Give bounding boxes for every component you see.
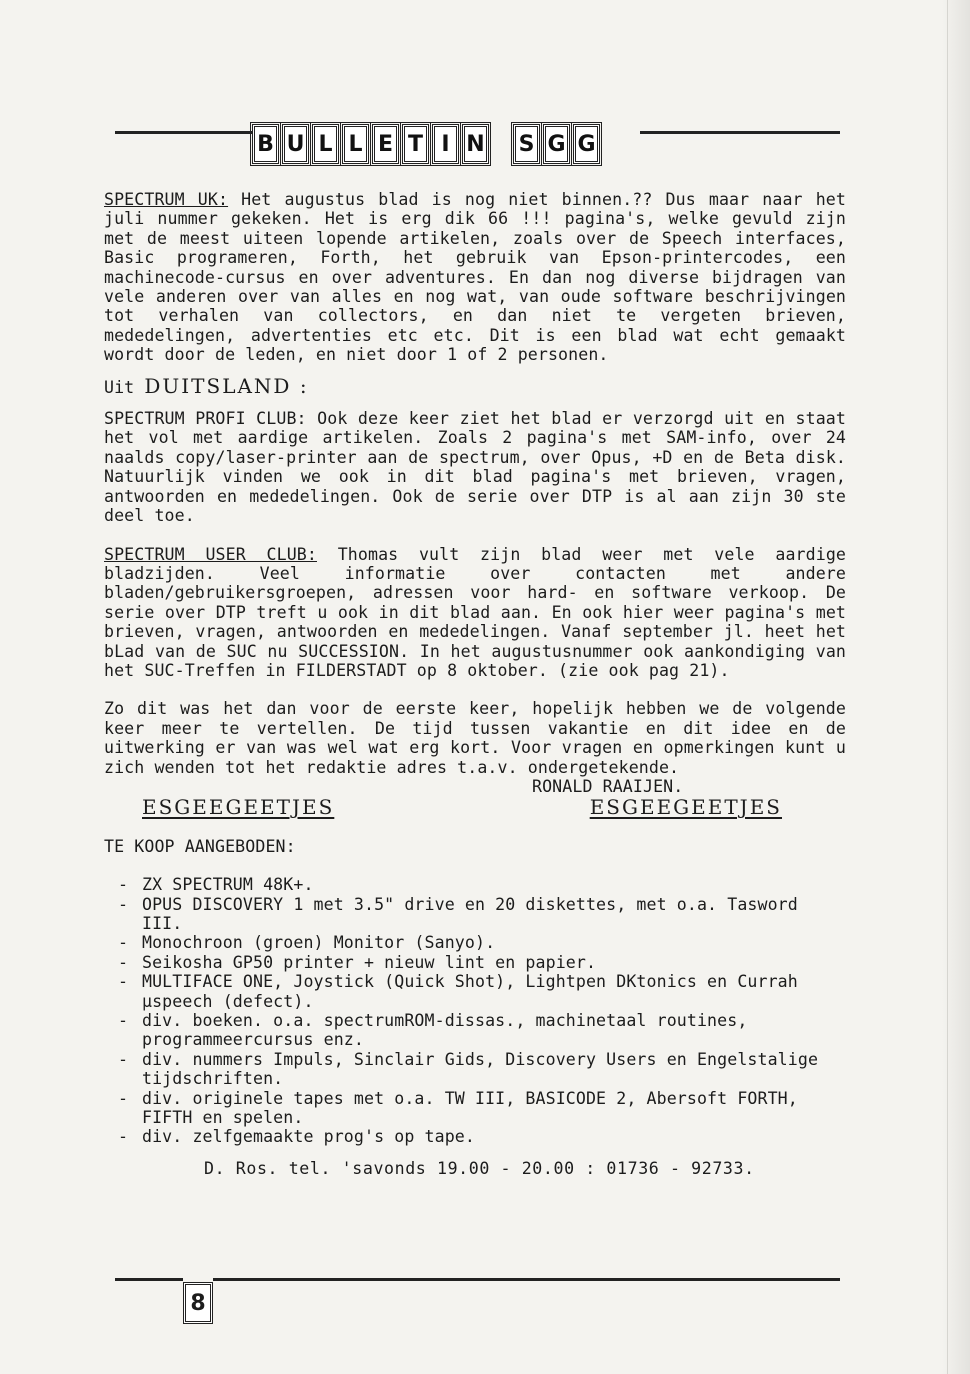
title-letter: N <box>462 124 489 164</box>
header-rule-right <box>640 131 840 134</box>
title-letter: L <box>312 124 339 164</box>
list-item: - Monochroon (groen) Monitor (Sanyo). <box>117 933 496 953</box>
list-item: - div. boeken. o.a. spectrumROM-dissas., machinetaal routines, programmeercursus enz. <box>117 1011 748 1050</box>
title-letter: L <box>342 124 369 164</box>
spectrum-uk-text: Het augustus blad is nog niet binnen.?? Dus maar naar het juli nummer gekeken. Het is erg dik 66 !!! pagina's, welke gevuld zijn met de meest uiteen lopende artikelen, zoals over de Speech interfaces, Basic programeren, Forth, het gebruik van Epson-printercodes, een machinecode-cursus en over adventures. En dan nog diverse bijdragen van vele anderen over van alles en nog wat, van oude software beschrijvingen tot verhalen van collectors, en dan niet te vergeten brieven, mededelingen, advertenties etc etc. Dit is een blad wat echt gemaakt wordt door de leden, en niet door 1 of 2 personen. <box>104 190 846 365</box>
header-rule-left <box>115 131 253 134</box>
title-letter: U <box>282 124 309 164</box>
list-item: - MULTIFACE ONE, Joystick (Quick Shot), Lightpen DKtonics en Currah µspeech (defect). <box>117 972 798 1011</box>
esgeegeetjes-right: ESGEEGEETJES <box>589 795 782 820</box>
footer-rule-right <box>213 1278 840 1281</box>
spectrum-profi-heading: SPECTRUM PROFI CLUB: <box>104 409 307 429</box>
duitsland-title: DUITSLAND : <box>144 373 309 398</box>
spectrum-user-club-paragraph <box>104 545 846 681</box>
ads-heading: TE KOOP AANGEBODEN: <box>104 836 296 856</box>
ads-list <box>104 875 846 1147</box>
page-fold-line <box>947 0 948 1374</box>
title-letter: G <box>543 124 570 164</box>
title-letter: G <box>573 124 600 164</box>
footer-rule-left <box>115 1278 183 1281</box>
closing-paragraph: Zo dit was het dan voor de eerste keer, hopelijk hebben we de volgende keer meer te vertellen. De tijd tussen vakantie en dit idee en de uitwerking er van was wel wat erg kort. Voor vragen en opmerkingen kunt u zich wenden tot het redaktie adres t.a.v. ondergetekende. <box>104 699 846 777</box>
list-item: - OPUS DISCOVERY 1 met 3.5" drive en 20 diskettes, met o.a. Tasword III. <box>117 894 798 933</box>
spectrum-user-club-heading: SPECTRUM USER CLUB: <box>104 544 317 564</box>
title-letter: T <box>402 124 429 164</box>
title-letter: E <box>372 124 399 164</box>
list-item: - div. zelfgemaakte prog's op tape. <box>117 1127 475 1147</box>
spectrum-profi-paragraph <box>104 409 846 525</box>
contact-line: D. Ros. tel. 'savonds 19.00 - 20.00 : 01736 - 92733. <box>204 1158 755 1178</box>
spectrum-uk-paragraph <box>104 190 846 365</box>
esgeegeetjes-banner <box>142 795 782 820</box>
title-letter: S <box>513 124 540 164</box>
esgeegeetjes-left: ESGEEGEETJES <box>142 795 335 820</box>
title-letter: B <box>252 124 279 164</box>
duitsland-heading <box>104 373 846 398</box>
spectrum-uk-heading: SPECTRUM UK: <box>104 190 229 209</box>
list-item: - Seikosha GP50 printer + nieuw lint en papier. <box>117 952 597 972</box>
bulletin-sgg-title <box>252 121 600 167</box>
list-item: - ZX SPECTRUM 48K+. <box>117 875 314 895</box>
list-item: - div. originele tapes met o.a. TW III, BASICODE 2, Abersoft FORTH, FIFTH en spelen. <box>117 1088 798 1128</box>
title-letter: I <box>432 124 459 164</box>
spectrum-profi-text: Ook deze keer ziet het blad er verzorgd uit en staat het vol met aardige artikelen. Zoals 2 pagina's met SAM-info, over 24 naalds copy/laser-printer aan de spectrum, over Opus, +D en de Beta disk. Natuurlijk vinden we ook in dit blad pagina's met brieven, vragen, antwoorden en mededelingen. Ook de serie over DTP is al aan zijn 30 ste deel toe. <box>104 409 846 526</box>
article-body <box>104 190 846 1178</box>
list-item: - div. nummers Impuls, Sinclair Gids, Discovery Users en Engelstalige tijdschriften. <box>117 1049 819 1089</box>
page-number: 8 <box>183 1282 213 1324</box>
signature: RONALD RAAIJEN. <box>532 776 684 796</box>
duitsland-prefix: Uit <box>104 377 145 397</box>
spectrum-user-club-text: Thomas vult zijn blad weer met vele aardige bladzijden. Veel informatie over contacten met andere bladen/gebruikersgroepen, adressen voor hard- en software verkoop. De serie over DTP treft u ook in dit blad aan. En ook hier weer pagina's met brieven, vragen, antwoorden en mededelingen. Vanaf september jl. heet het bLad van de SUC nu SUCCESSION. In het augustusnummer ook aankondiging van het SUC-Treffen in FILDERSTADT op 8 oktober. (zie ook pag 21). <box>104 544 846 680</box>
